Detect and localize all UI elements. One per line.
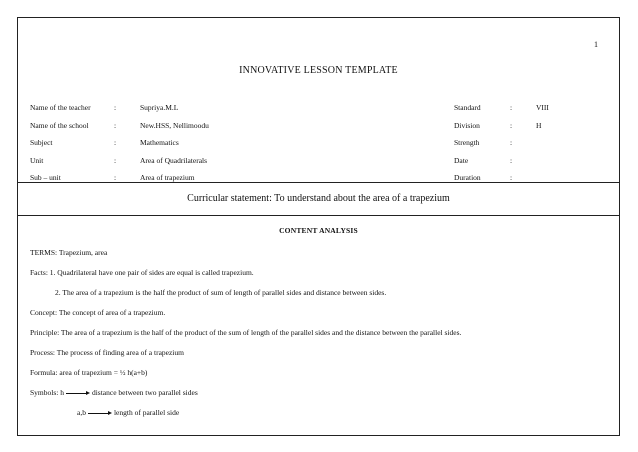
info-label: Unit: [30, 155, 44, 165]
info-row-subject: [30, 134, 209, 152]
concept-line: Concept: The concept of area of a trapezium.: [30, 308, 166, 317]
symbol-ab-label: a,b: [77, 408, 86, 417]
info-label: Date: [454, 155, 469, 165]
info-row-school: [30, 117, 209, 135]
right-arrow-icon: [66, 390, 90, 396]
curricular-statement: Curricular statement: To understand about the area of a trapezium: [18, 182, 619, 216]
info-value: New.HSS, Nellimoodu: [140, 120, 209, 130]
info-value: Supriya.M.L: [140, 103, 179, 112]
info-value: Mathematics: [140, 138, 179, 147]
info-label: Duration: [454, 173, 481, 182]
right-arrow-icon: [88, 410, 112, 416]
info-value: Area of Quadrilaterals: [140, 155, 208, 165]
info-row-standard: [454, 99, 549, 117]
class-info-block: [454, 99, 549, 187]
info-row-date: [454, 152, 549, 170]
content-analysis-heading: CONTENT ANALYSIS: [279, 226, 358, 235]
info-separator: :: [114, 138, 117, 147]
info-row-strength: [454, 134, 549, 152]
info-separator: :: [114, 155, 117, 165]
info-row-unit: [30, 152, 209, 170]
info-separator: :: [510, 103, 513, 112]
info-row-division: [454, 117, 549, 135]
info-label: Division: [454, 120, 480, 130]
lesson-template-page: [17, 17, 620, 436]
symbols-line-h: [30, 383, 615, 403]
info-label: Strength: [454, 138, 480, 147]
symbols-line-ab: [30, 403, 615, 423]
info-value: H: [536, 120, 542, 130]
info-label: Standard: [454, 103, 481, 112]
info-label: Subject: [30, 138, 53, 147]
terms-line: TERMS: Trapezium, area: [30, 248, 108, 257]
info-separator: :: [510, 120, 513, 130]
facts-line-1: Facts: 1. Quadrilateral have one pair of sides are equal is called trapezium.: [30, 268, 254, 277]
formula-line: Formula: area of trapezium = ½ h(a+b): [30, 368, 148, 377]
content-analysis-body: [30, 243, 615, 423]
symbol-ab-description: length of parallel side: [113, 408, 180, 417]
info-label: Sub – unit: [30, 173, 61, 182]
info-label: Name of the teacher: [30, 103, 91, 112]
facts-line-2: 2. The area of a trapezium is the half the product of sum of length of parallel sides and distance between sides.: [55, 288, 387, 297]
process-line: Process: The process of finding area of a trapezium: [30, 348, 184, 357]
info-label: Name of the school: [30, 120, 89, 130]
page-title: INNOVATIVE LESSON TEMPLATE: [239, 65, 398, 76]
info-separator: :: [114, 103, 117, 112]
info-separator: :: [510, 173, 513, 182]
info-row-teacher: [30, 99, 209, 117]
principle-line: Principle: The area of a trapezium is the half of the product of the sum of length of the parallel sides and the distance between the parallel sides.: [30, 328, 462, 337]
info-separator: :: [114, 173, 117, 182]
symbols-label: Symbols: h: [30, 388, 64, 397]
symbol-h-description: distance between two parallel sides: [91, 388, 198, 397]
page-number: 1: [594, 40, 598, 49]
info-separator: :: [510, 155, 513, 165]
info-separator: :: [510, 138, 513, 147]
info-separator: :: [114, 120, 117, 130]
info-value: VIII: [536, 103, 549, 112]
info-value: Area of trapezium: [140, 173, 195, 182]
teacher-info-block: [30, 99, 209, 187]
